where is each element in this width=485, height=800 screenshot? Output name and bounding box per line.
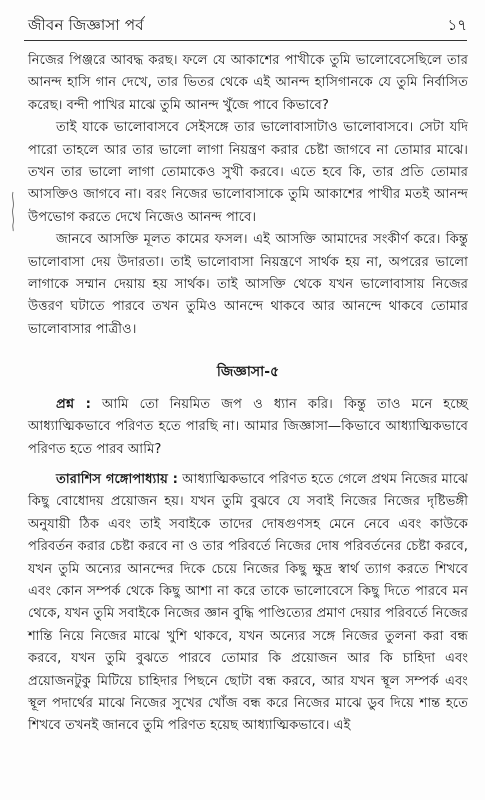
paragraph-2: তাই যাকে ভালোবাসবে সেইসঙ্গে তার ভালোবাসাটাও ভালোবাসবে। সেটা যদি পারো তাহলে আর তার ভালো লাগা নিয়ন্ত্রণ করার চেষ্টা জাগবে না তোমার মাঝে। তখন তার ভালো লাগা তোমাকেও সুখী করবে। এতে হবে কি, তার প্রতি তোমার আসক্তিও জাগবে না। বরং নিজের ভালোবাসাকে তুমি আকাশের পাখীর মতই আনন্দ উপভোগ করতে দেখে নিজেও আনন্দ পাবে। — [28, 120, 468, 225]
header-rule — [24, 40, 467, 41]
question-text: আমি তো নিয়মিত জপ ও ধ্যান করি। কিন্তু তাও মনে হচ্ছে আধ্যাত্মিকভাবে পরিণত হতে পারছি না। আমার জিজ্ঞাসা—কিভাবে আধ্যাত্মিকভাবে পরিণত হতে পারব আমি? — [28, 396, 468, 457]
page-number: ১৭ — [447, 15, 467, 34]
body-text — [28, 50, 468, 738]
answer-paragraph — [28, 469, 468, 738]
paragraph-3: জানবে আসক্তি মূলত কামের ফসল। এই আসক্তি আমাদের সংকীর্ণ করে। কিন্তু ভালোবাসা দেয় উদারতা। তাই ভালোবাসা নিয়ন্ত্রণে সার্থক হয় না, অপরের ভালো লাগাকে সম্মান দেয়ায় হয় সার্থক। তাই আসক্তি থেকে যখন ভালোবাসায় নিজের উত্তরণ ঘটাতে পারবে তখন তুমিও আনন্দে থাকবে আর আনন্দে থাকবে তোমার ভালোবাসার পাত্রীও। — [28, 232, 468, 337]
answer-text: আধ্যাত্মিকভাবে পরিণত হতে গেলে প্রথম নিজের মাঝে কিছু বোধোদয় প্রয়োজন হয়। যখন তুমি বুঝবে যে সবাই নিজের নিজের দৃষ্টিভঙ্গী অনুযায়ী ঠিক এবং তাই সবাইকে তাদের দোষগুণসহ মেনে নেবে এবং কাউকে পরিবর্তন করার চেষ্টা করবে না ও তার পরিবর্তে নিজের দোষ পরিবর্তনের চেষ্টা করবে, যখন তুমি অন্যের আনন্দের দিকে চেয়ে নিজের কিছু ক্ষুদ্র স্বার্থ ত্যাগ করতে শিখবে এবং কোন সম্পর্ক থেকে কিছু আশা না করে তাকে ভালোবেসে কিছু দিতে পারবে মন থেকে, যখন তুমি সবাইকে নিজের জ্ঞান বুদ্ধি পাণ্ডিত্যের প্রমাণ দেয়ার পরিবর্তে নিজের শান্তি নিয়ে নিজের মাঝে খুশি থাকবে, যখন অন্যের সঙ্গে নিজের তুলনা করা বন্ধ করবে, যখন তুমি বুঝতে পারবে তোমার কি প্রয়োজন আর কি চাহিদা এবং প্রয়োজনটুকু মিটিয়ে চাহিদার পিছনে ছোটা বন্ধ করবে, আর যখন স্থূল সম্পর্ক এবং স্থূল পদার্থের মাঝে নিজের সুখের খোঁজ বন্ধ করে নিজের মাঝে ডুব দিয়ে শান্ত হতে শিখবে তখনই জানবে তুমি পরিণত হয়েছ আধ্যাত্মিকভাবে। এই — [28, 471, 469, 734]
question-paragraph — [28, 394, 468, 461]
paragraph-gap — [28, 461, 468, 469]
question-label: প্রশ্ন : — [56, 396, 91, 412]
running-title: জীবন জিজ্ঞাসা পর্ব — [28, 15, 144, 34]
answer-label: তারাশিস গঙ্গোপাধ্যায় : — [56, 471, 178, 487]
page-header — [28, 12, 467, 40]
margin-mark — [8, 190, 18, 232]
paragraph-1: নিজের পিঞ্জরে আবদ্ধ করছ। ফলে যে আকাশের পাখীকে তুমি ভালোবেসেছিলে তার আনন্দ হাসি গান দেখে, তার ভিতর থেকে এই আনন্দ হাসিগানকে যে তুমি নির্বাসিত করেছ। বন্দী পাখির মাঝে তুমি আনন্দ খুঁজে পাবে কিভাবে? — [28, 53, 468, 113]
section-heading: জিজ্ঞাসা-৫ — [216, 364, 280, 381]
